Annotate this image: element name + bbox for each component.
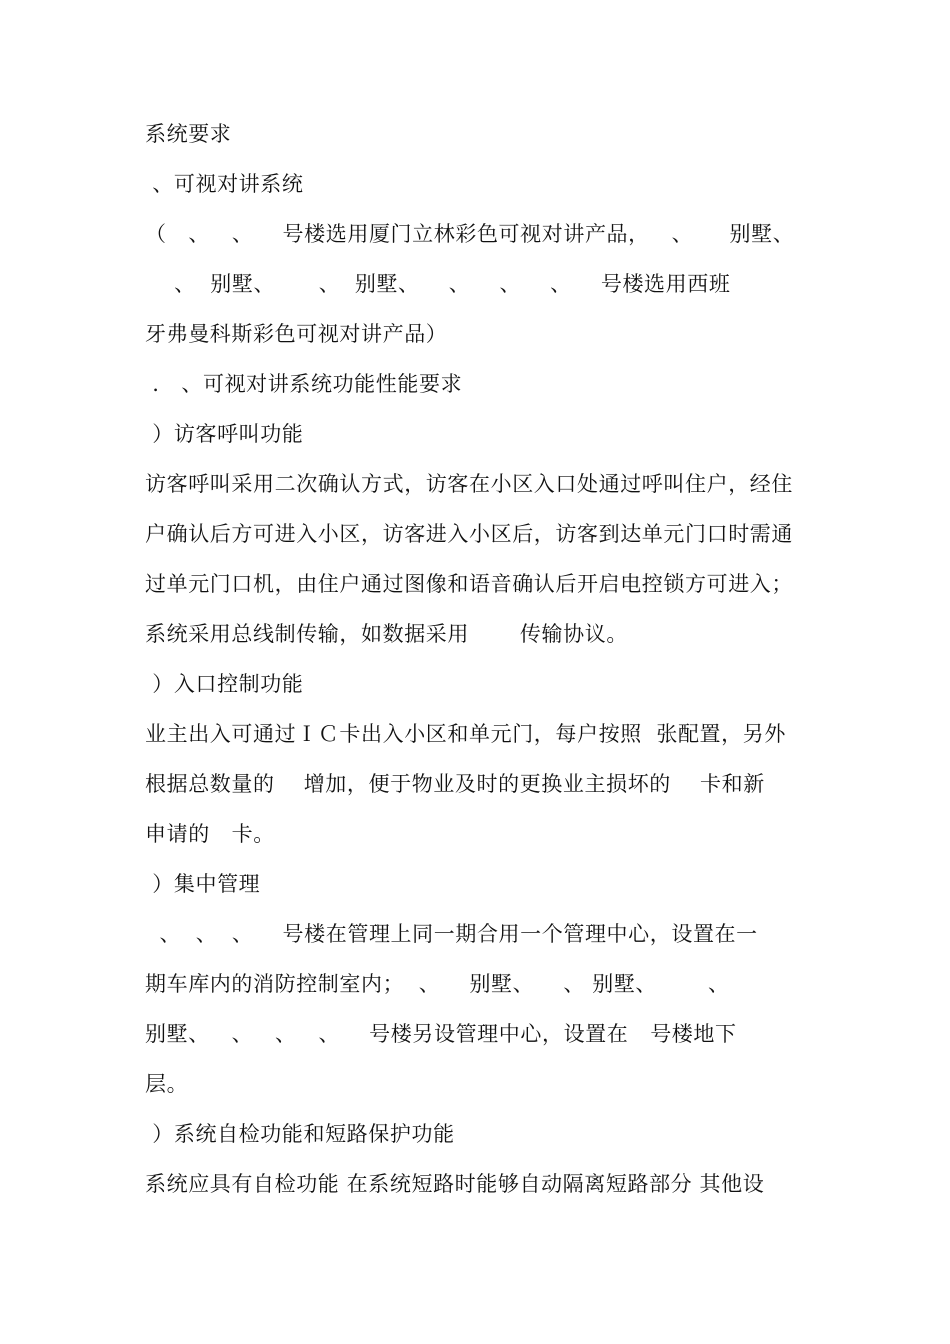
paragraph-line: 期车库内的消防控制室内； 、 别墅、 、 别墅、 、 — [145, 972, 730, 996]
paragraph-line: 、 别墅、 、 别墅、 、 、 、 号楼选用西班 — [145, 272, 731, 296]
paragraph-line: 业主出入可通过ＩＣ卡出入小区和单元门，每户按照 张配置，另外 — [145, 722, 786, 746]
item-heading: ）系统自检功能和短路保护功能 — [145, 1122, 455, 1146]
paragraph-line: 系统应具有自检功能 在系统短路时能够自动隔离短路部分 其他设 — [145, 1172, 765, 1196]
paragraph-line: 别墅、 、 、 、 号楼另设管理中心，设置在 号楼地下 — [145, 1022, 737, 1046]
item-heading: ）访客呼叫功能 — [145, 422, 304, 446]
item-heading: ）集中管理 — [145, 872, 261, 896]
paragraph-line: 过单元门口机，由住户通过图像和语音确认后开启电控锁方可进入； — [145, 572, 793, 596]
paragraph-line: 户确认后方可进入小区，访客进入小区后，访客到达单元门口时需通 — [145, 522, 793, 546]
section-heading: 系统要求 — [145, 122, 232, 146]
paragraph-line: 申请的 卡。 — [145, 822, 275, 846]
paragraph-line: 层。 — [145, 1072, 189, 1096]
subsection-heading: 、可视对讲系统 — [145, 172, 304, 196]
item-heading: ）入口控制功能 — [145, 672, 304, 696]
paragraph-line: 访客呼叫采用二次确认方式，访客在小区入口处通过呼叫住户，经住 — [145, 472, 793, 496]
subsection-heading: . 、可视对讲系统功能性能要求 — [145, 372, 463, 396]
paragraph-line: 牙弗曼科斯彩色可视对讲产品） — [145, 322, 448, 346]
paragraph-line: 系统采用总线制传输，如数据采用 传输协议。 — [145, 622, 628, 646]
paragraph-line: 根据总数量的 增加，便于物业及时的更换业主损坏的 卡和新 — [145, 772, 765, 796]
paragraph-line: 、 、 、 号楼在管理上同一期合用一个管理中心，设置在一 — [145, 922, 758, 946]
paragraph-line: （ 、 、 号楼选用厦门立林彩色可视对讲产品， 、 别墅、 — [145, 222, 795, 246]
